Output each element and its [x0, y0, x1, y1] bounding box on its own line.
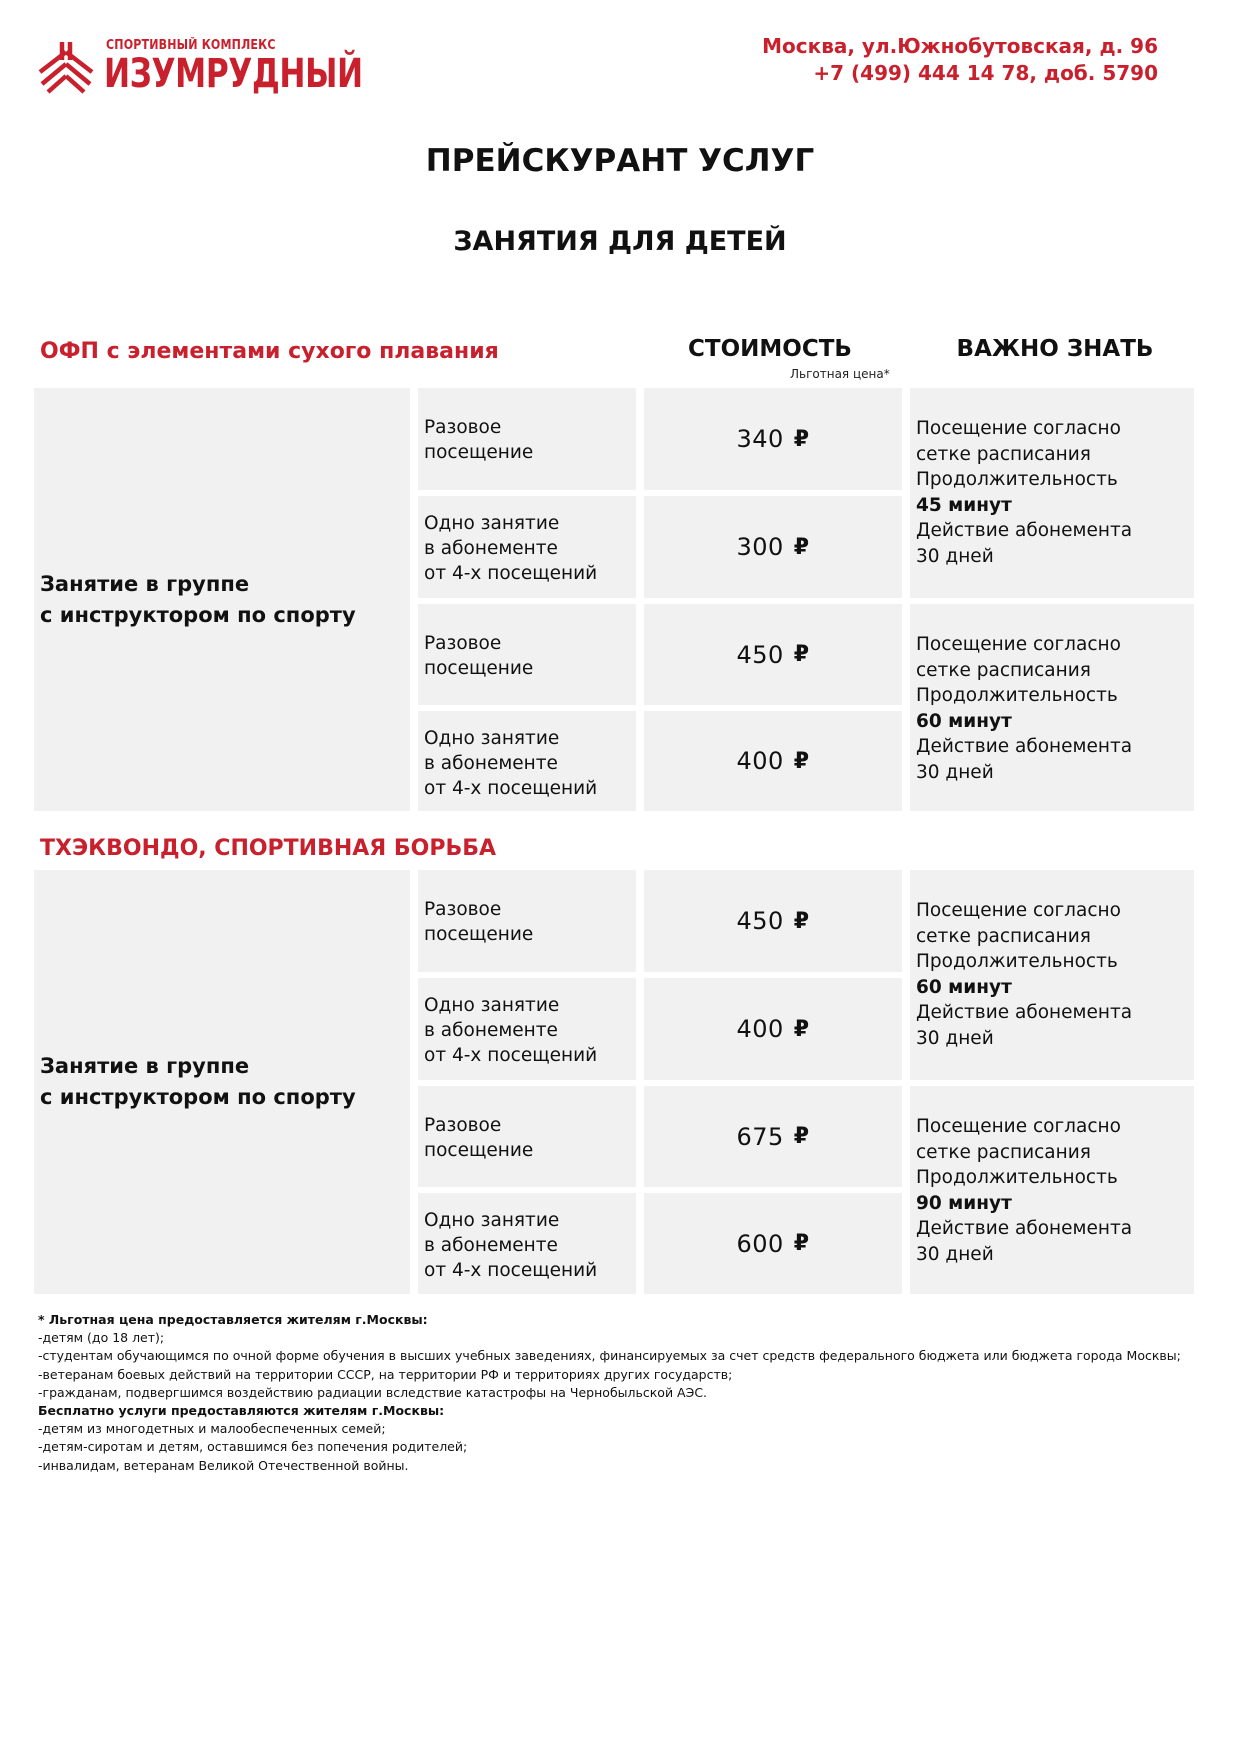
info-line: сетке расписания [916, 443, 1091, 465]
option-description-line: в абонементе [424, 538, 558, 559]
section-title: ОФП с элементами сухого плавания [40, 339, 499, 364]
brand-name: ИЗУМРУДНЫЙ [104, 51, 363, 97]
option-description-line: Разовое [424, 1115, 502, 1136]
price-cell [644, 870, 902, 972]
price-value: 450 [736, 907, 784, 935]
price-cell [644, 1193, 902, 1294]
service-label-line: Занятие в группе [40, 1054, 250, 1078]
info-line: Действие абонемента [916, 520, 1133, 541]
option-description [418, 1193, 636, 1294]
option-description-line: Одно занятие [424, 1210, 560, 1231]
price-value: 300 [736, 533, 784, 561]
info-line: 30 дней [916, 1243, 994, 1265]
footnote [38, 1311, 1198, 1475]
info-line: Посещение согласно [916, 634, 1121, 655]
footnote-item: -студентам обучающимся по очной форме обучения в высших учебных заведениях, финансируемых за счет средств федерального бюджета или бюджета города Москвы; [38, 1348, 1181, 1364]
ruble-sign: ₽ [793, 426, 810, 452]
info-line: сетке расписания [916, 659, 1091, 681]
price-value: 340 [736, 425, 784, 453]
option-description [418, 711, 636, 811]
info-cell [910, 870, 1194, 1080]
option-description-line: посещение [424, 442, 534, 463]
price-cell [644, 388, 902, 490]
section-title: ТХЭКВОНДО, СПОРТИВНАЯ БОРЬБА [40, 836, 497, 861]
price-cell [644, 496, 902, 598]
info-line: Продолжительность [916, 469, 1118, 490]
option-description-line: Разовое [424, 899, 502, 920]
ruble-sign: ₽ [793, 534, 810, 560]
option-description [418, 978, 636, 1080]
option-description-line: Разовое [424, 633, 502, 654]
footnote-item: -детям-сиротам и детям, оставшимся без попечения родителей; [38, 1439, 468, 1455]
info-line: сетке расписания [916, 1141, 1091, 1163]
info-cell [910, 1086, 1194, 1294]
column-price-note: Льготная цена* [790, 367, 890, 381]
info-line: 30 дней [916, 545, 994, 567]
ruble-sign: ₽ [793, 748, 810, 774]
info-line: Продолжительность [916, 1167, 1118, 1188]
price-cell [644, 978, 902, 1080]
price-value: 400 [736, 1015, 784, 1043]
info-duration: 60 минут [916, 976, 1012, 998]
ruble-sign: ₽ [793, 908, 810, 934]
info-line: Действие абонемента [916, 736, 1133, 757]
info-line: Посещение согласно [916, 418, 1121, 439]
footnote-item: -детям (до 18 лет); [38, 1330, 165, 1346]
info-cell [910, 604, 1194, 811]
info-line: Действие абонемента [916, 1002, 1133, 1023]
contact-address: Москва, ул.Южнобутовская, д. 96 [762, 34, 1158, 58]
column-header-info: ВАЖНО ЗНАТЬ [956, 336, 1154, 362]
ruble-sign: ₽ [793, 642, 810, 667]
info-duration: 90 минут [916, 1192, 1012, 1214]
option-description-line: от 4-х посещений [424, 1260, 598, 1281]
option-description [418, 496, 636, 598]
info-line: Посещение согласно [916, 1116, 1121, 1137]
page-subtitle: ЗАНЯТИЯ ДЛЯ ДЕТЕЙ [453, 226, 787, 257]
option-description-line: посещение [424, 924, 534, 945]
option-description-line: в абонементе [424, 1020, 558, 1041]
info-line: сетке расписания [916, 925, 1091, 947]
service-label-line: Занятие в группе [40, 571, 250, 596]
info-line: Продолжительность [916, 685, 1118, 706]
info-cell [910, 388, 1194, 598]
info-line: 30 дней [916, 1027, 994, 1049]
price-cell [644, 1086, 902, 1187]
option-description-line: Одно занятие [424, 995, 560, 1016]
info-duration: 45 минут [916, 494, 1012, 516]
ruble-sign: ₽ [793, 1016, 810, 1042]
option-description-line: посещение [424, 658, 534, 679]
option-description-line: в абонементе [424, 1235, 558, 1256]
price-cell [644, 604, 902, 705]
option-description [418, 870, 636, 972]
column-header-price: СТОИМОСТЬ [688, 336, 852, 362]
contact-phone[interactable]: +7 (499) 444 14 78, доб. 5790 [813, 61, 1158, 85]
price-value: 450 [736, 640, 784, 669]
info-duration: 60 минут [916, 710, 1012, 732]
option-description [418, 604, 636, 705]
page-title: ПРЕЙСКУРАНТ УСЛУГ [425, 143, 815, 179]
footnote-item: -гражданам, подвергшимся воздействию радиации вследствие катастрофы на Чернобыльской АЭС. [38, 1384, 708, 1400]
info-line: Посещение согласно [916, 900, 1121, 921]
info-line: Действие абонемента [916, 1218, 1133, 1239]
option-description-line: в абонементе [424, 753, 558, 774]
ruble-sign: ₽ [793, 1124, 810, 1149]
option-description-line: от 4-х посещений [424, 563, 598, 584]
service-label-line: с инструктором по спорту [40, 602, 356, 627]
footnote-item: -детям из многодетных и малообеспеченных семей; [38, 1421, 386, 1437]
price-value: 400 [736, 747, 784, 775]
option-description-line: Одно занятие [424, 513, 560, 534]
footnote-discount-title: * Льготная цена предоставляется жителям г.Москвы: [38, 1312, 428, 1327]
price-value: 675 [736, 1122, 784, 1151]
option-description-line: Разовое [424, 417, 502, 438]
option-description-line: от 4-х посещений [424, 778, 598, 799]
info-line: 30 дней [916, 761, 994, 783]
price-cell [644, 711, 902, 811]
service-label-line: с инструктором по спорту [40, 1085, 356, 1109]
brand-logo [36, 36, 363, 106]
price-value: 600 [736, 1229, 784, 1258]
option-description-line: Одно занятие [424, 728, 560, 749]
footnote-item: -ветеранам боевых действий на территории СССР, на территории РФ и территориях других государств; [38, 1366, 733, 1382]
brand-subtitle: СПОРТИВНЫЙ КОМПЛЕКС [106, 38, 276, 53]
option-description [418, 1086, 636, 1187]
footnote-item: -инвалидам, ветеранам Великой Отечественной войны. [38, 1457, 409, 1473]
service-label [34, 388, 410, 811]
ruble-sign: ₽ [793, 1231, 810, 1256]
info-line: Продолжительность [916, 951, 1118, 972]
option-description-line: посещение [424, 1140, 534, 1161]
option-description [418, 388, 636, 490]
option-description-line: от 4-х посещений [424, 1045, 598, 1066]
footnote-free-title: Бесплатно услуги предоставляются жителям г.Москвы: [38, 1403, 445, 1419]
service-label [34, 870, 410, 1294]
brand-emblem-icon [36, 38, 100, 94]
